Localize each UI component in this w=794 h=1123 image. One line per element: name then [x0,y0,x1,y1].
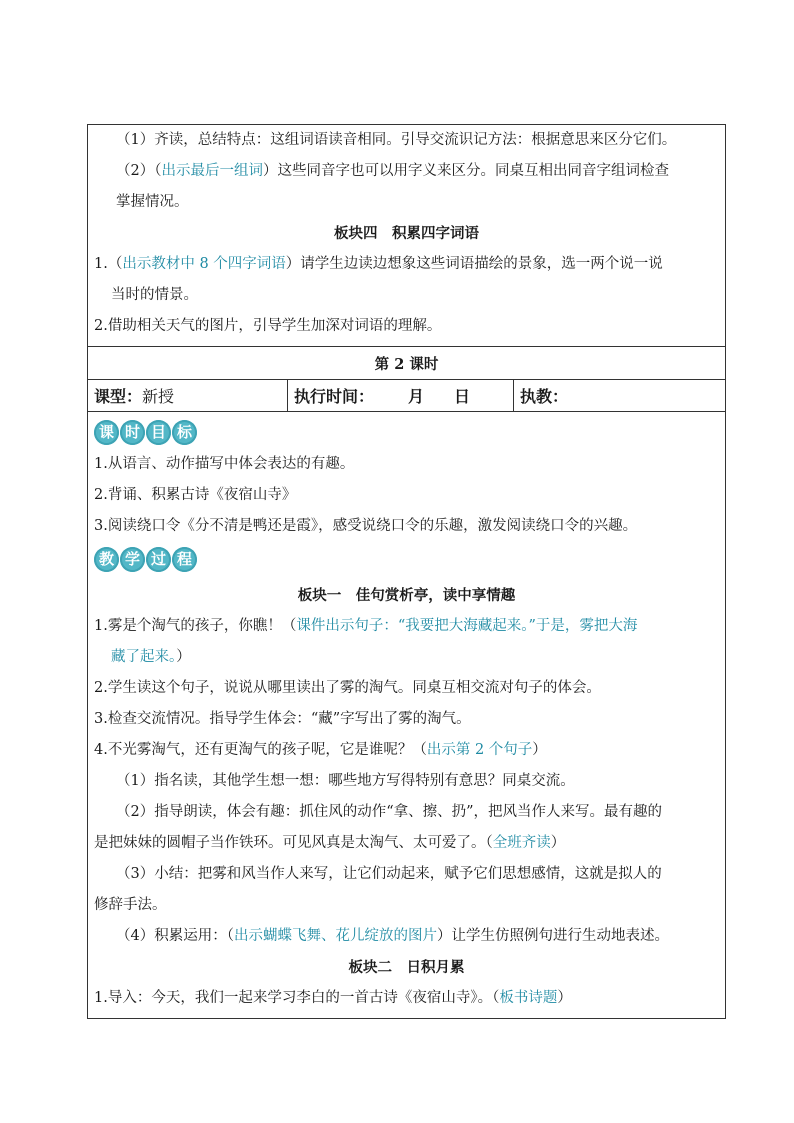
substep-4 [94,921,719,952]
lesson-goals-badge [94,415,719,449]
badge-char: 目 [146,420,171,445]
badge-char: 程 [172,547,197,572]
item-1-line [94,249,719,280]
process-step-3: 3.检查交流情况。指导学生体会：“藏”字写出了雾的淘气。 [94,711,471,727]
block-four-heading: 板块四 积累四字词语 [334,225,479,242]
process-step-1-continuation [94,642,719,673]
text: ）请学生边读边想象这些词语描绘的景象，选一两个说一说 [285,256,663,272]
lesson-plan-table [87,124,726,1019]
execution-time-cell [288,380,514,412]
item-1-continuation: 当时的情景。 [111,287,198,303]
badge-char: 教 [94,547,119,572]
lesson-type-cell [88,380,288,412]
teacher-cell [514,380,726,412]
goal-2: 2.背诵、积累古诗《夜宿山寺》 [94,487,297,503]
substep-1: （1）指名读，其他学生想一想：哪些地方写得特别有意思？同桌交流。 [116,773,575,789]
process-step-2: 2.学生读这个句子，说说从哪里读出了雾的淘气。同桌互相交流对句子的体会。 [94,680,601,696]
lesson-title: 第 2 课时 [88,347,726,380]
badge-char: 课 [94,420,119,445]
block-two-heading: 板块二 日积月累 [348,959,465,976]
text: 1.（ [94,256,123,272]
substep-3: （3）小结：把雾和风当作人来写，让它们动起来，赋予它们思想感情，这就是拟人的 [116,866,662,882]
teal-note: 出示蝴蝶飞舞、花儿绽放的图片 [233,928,437,944]
badge-char: 学 [120,547,145,572]
item-2-text: 2.借助相关天气的图片，引导学生加深对词语的理解。 [94,318,442,334]
goal-1: 1.从语言、动作描写中体会表达的有趣。 [94,456,355,472]
day-label: 日 [454,387,471,406]
text: ）让学生仿照例句进行生动地表述。 [436,928,669,944]
process-step-1 [94,611,719,642]
teaching-process-badge [94,542,719,576]
text: 4.不光雾淘气，还有更淘气的孩子呢，它是谁呢？（ [94,742,427,758]
teal-note: 板书诗题 [499,990,558,1006]
teacher-label: 执教： [520,387,569,406]
month-label: 月 [408,387,425,406]
text: 是把妹妹的圆帽子当作铁环。可见风真是太淘气、太可爱了。（ [94,835,493,851]
block-one-heading: 板块一 佳句赏析亭，读中享情趣 [297,587,516,604]
teal-note: 出示教材中 8 个四字词语 [122,256,286,272]
step-2-line [94,156,719,187]
text: ） [532,742,547,758]
main-content-cell [88,412,726,1019]
text: （4）积累运用：（ [116,928,234,944]
execution-time-label: 执行时间： [294,387,375,406]
text: ） [557,990,572,1006]
text: ） [550,835,566,851]
badge-char: 过 [146,547,171,572]
teal-note: 出示第 2 个句子 [426,742,533,758]
substep-3-continuation: 修辞手法。 [94,897,167,913]
badge-char: 标 [172,420,197,445]
step-2-continuation: 掌握情况。 [116,194,189,210]
lesson-type-value: 新授 [142,387,175,406]
text: 1.导入：今天，我们一起来学习李白的一首古诗《夜宿山寺》。（ [94,990,500,1006]
block-two-step-1 [94,983,719,1014]
teal-note: 课件出示句子：“我要把大海藏起来。”于是，雾把大海 [296,618,638,634]
teal-note: 藏了起来。 [111,649,177,665]
block-four-cell [88,125,726,347]
text: ） [176,649,191,665]
text: （2）（ [116,163,162,179]
substep-2: （2）指导朗读，体会有趣：抓住风的动作“拿、擦、扔”，把风当作人来写。最有趣的 [116,804,663,820]
teal-note: 出示最后一组词 [161,163,263,179]
teal-note: 全班齐读 [492,835,551,851]
text: 1.雾是个淘气的孩子，你瞧！（ [94,618,297,634]
lesson-plan-document [87,124,725,1019]
process-step-4 [94,735,719,766]
lesson-type-label: 课型： [94,387,143,406]
substep-2-continuation [94,828,719,859]
badge-char: 时 [120,420,145,445]
goal-3: 3.阅读绕口令《分不清是鸭还是霞》，感受说绕口令的乐趣，激发阅读绕口令的兴趣。 [94,518,638,534]
text: ）这些同音字也可以用字义来区分。同桌互相出同音字组词检查 [262,163,669,179]
step-1-text: （1）齐读，总结特点：这组词语读音相同。引导交流识记方法：根据意思来区分它们。 [116,132,677,148]
